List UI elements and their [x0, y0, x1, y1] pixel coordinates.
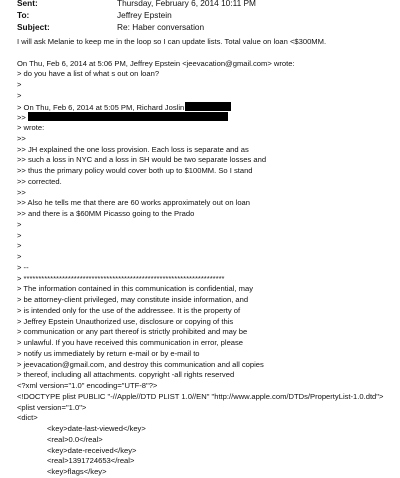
quoted-line: > do you have a list of what s out on loan? — [17, 69, 160, 79]
xml-line: <?xml version="1.0" encoding="UTF-8"?> — [17, 381, 158, 390]
blank-line — [0, 48, 400, 59]
xml-line: <real>1391724653</real> — [47, 456, 135, 466]
redaction-bar — [185, 102, 231, 111]
quoted-line: > — [17, 90, 22, 100]
quoted-line: >> — [17, 133, 26, 143]
disclaimer-line: > thereof, including all attachments. copyright -all rights reserved — [17, 370, 235, 380]
email-header — [0, 0, 400, 33]
quoted-line: > wrote: — [17, 123, 45, 132]
sent-label: Sent: — [17, 0, 38, 8]
reply-text: I will ask Melanie to keep me in the loop so I can update lists. Total value on loan <$300MM. — [17, 37, 327, 46]
quoted-line: > — [17, 80, 22, 89]
disclaimer-line: > be attorney-client privileged, may constitute inside information, and — [17, 295, 249, 304]
subject-label: Subject: — [17, 22, 50, 32]
to-value: Jeffrey Epstein — [117, 10, 172, 20]
subject-value: Re: Haber conversation — [117, 22, 205, 32]
xml-line: <real>0.0</real> — [47, 434, 103, 444]
xml-line: <dict> — [17, 413, 38, 423]
disclaimer-line: > is intended only for the use of the addressee. It is the property of — [17, 305, 241, 315]
quoted-line: >> — [0, 112, 400, 123]
email-body — [0, 37, 400, 478]
xml-line: <plist version="1.0"> — [17, 402, 87, 412]
to-label: To: — [17, 10, 30, 20]
xml-line: <key>date-last-viewed</key> — [47, 424, 146, 433]
quoted-line: >> corrected. — [17, 176, 62, 186]
disclaimer-line: > communication or any part thereof is strictly prohibited and may be — [17, 327, 248, 337]
to-row — [0, 9, 400, 21]
disclaimer-rule: > ******************************************************************** — [17, 273, 225, 283]
xml-line: <!DOCTYPE plist PUBLIC "-//Apple//DTD PLIST 1.0//EN" "http://www.apple.com/DTDs/PropertyList-1.0.dtd"> — [17, 391, 384, 401]
xml-line: <key>flags</key> — [47, 467, 107, 476]
quote-attribution: On Thu, Feb 6, 2014 at 5:06 PM, Jeffrey Epstein <jeevacation@gmail.com> wrote: — [17, 58, 295, 68]
redaction-bar — [28, 112, 228, 121]
xml-line: <key>date-received</key> — [47, 445, 137, 455]
subject-row — [0, 21, 400, 33]
quoted-line: > — [17, 241, 22, 251]
sent-value: Thursday, February 6, 2014 10:11 PM — [117, 0, 256, 8]
quoted-line: > — [17, 230, 22, 240]
quoted-attribution: > On Thu, Feb 6, 2014 at 5:05 PM, Richard Joslin — [0, 102, 400, 113]
quoted-line: >> JH explained the one loss provision. Each loss is separate and as — [17, 144, 249, 154]
quoted-line: > — [17, 219, 22, 229]
quoted-line: > — [17, 252, 22, 261]
disclaimer-line: > notify us immediately by return e-mail or by e-mail to — [17, 348, 200, 358]
sent-row — [0, 0, 400, 9]
disclaimer-line: > Jeffrey Epstein Unauthorized use, disclosure or copying of this — [17, 316, 234, 326]
disclaimer-line: > The information contained in this communication is confidential, may — [17, 284, 254, 294]
quoted-line: >> Also he tells me that there are 60 works approximately out on loan — [17, 198, 251, 208]
quoted-line: >> such a loss in NYC and a loss in SH would be two separate losses and — [17, 155, 267, 165]
disclaimer-line: > unlawful. If you have received this communication in error, please — [17, 338, 244, 347]
signature-separator: > -- — [17, 262, 29, 272]
quoted-line: >> — [17, 187, 26, 197]
quoted-line: >> and there is a $60MM Picasso going to the Prado — [17, 209, 195, 218]
quoted-line: >> thus the primary policy would cover both up to $100MM. So I stand — [17, 166, 253, 175]
disclaimer-line: > jeevacation@gmail.com, and destroy this communication and all copies — [17, 359, 264, 369]
